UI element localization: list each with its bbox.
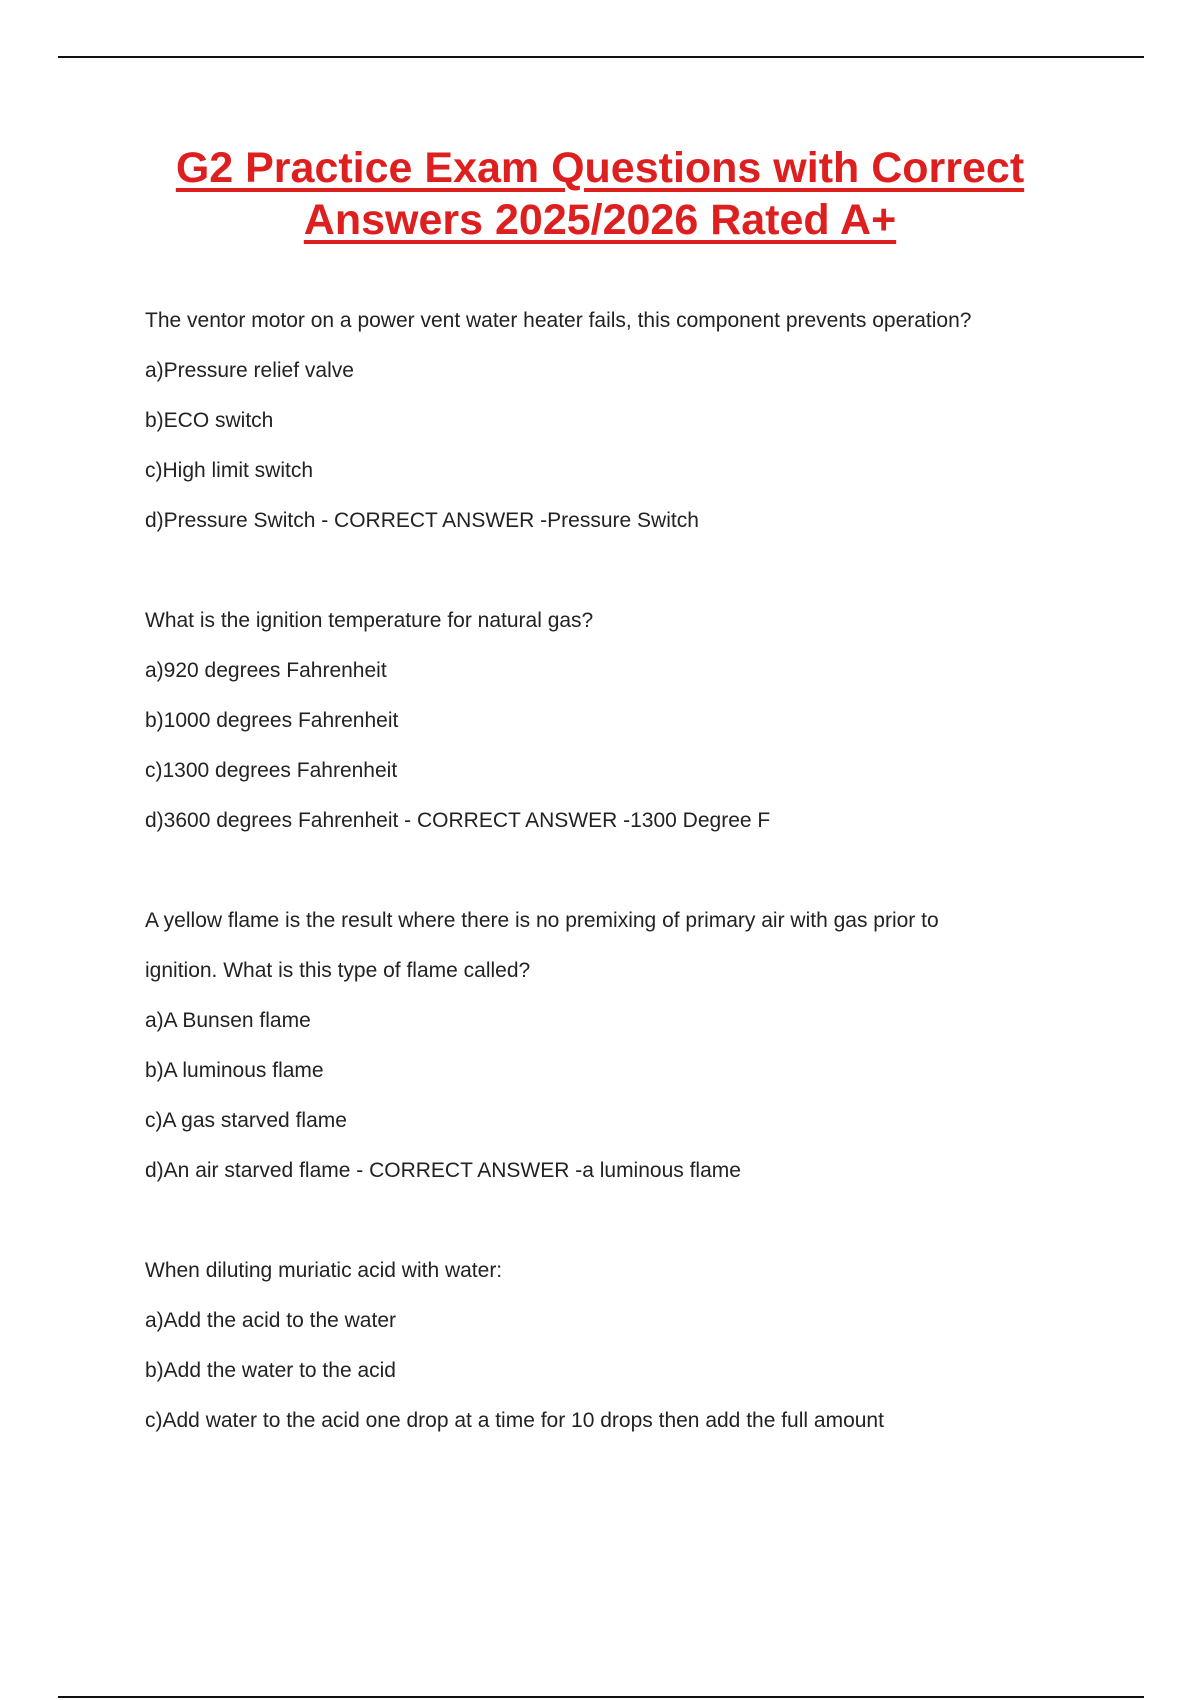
question-block-2 [145, 596, 1065, 846]
answer-option-with-correct-answer: d)Pressure Switch - CORRECT ANSWER -Pressure Switch [145, 509, 699, 532]
question-text-continued: ignition. What is this type of flame called? [145, 959, 531, 982]
answer-option: c)High limit switch [145, 459, 314, 482]
answer-option: b)ECO switch [145, 409, 274, 432]
question-text: What is the ignition temperature for natural gas? [145, 609, 594, 632]
top-rule [58, 56, 1144, 58]
answer-option: b)1000 degrees Fahrenheit [145, 709, 399, 732]
answer-option: c)Add water to the acid one drop at a time for 10 drops then add the full amount [145, 1409, 884, 1432]
answer-option: a)920 degrees Fahrenheit [145, 659, 387, 682]
answer-option: c)1300 degrees Fahrenheit [145, 759, 398, 782]
bottom-rule [58, 1696, 1144, 1698]
question-block-4 [145, 1246, 1065, 1446]
question-text: When diluting muriatic acid with water: [145, 1259, 503, 1282]
question-list [145, 296, 1065, 1496]
answer-option: c)A gas starved flame [145, 1109, 347, 1132]
question-text: A yellow flame is the result where there is no premixing of primary air with gas prior to [145, 909, 939, 932]
answer-option-with-correct-answer: d)3600 degrees Fahrenheit - CORRECT ANSWER -1300 Degree F [145, 809, 771, 832]
answer-option: a)A Bunsen flame [145, 1009, 311, 1032]
answer-option-with-correct-answer: d)An air starved flame - CORRECT ANSWER -a luminous flame [145, 1159, 741, 1182]
answer-option: b)Add the water to the acid [145, 1359, 396, 1382]
answer-option: a)Pressure relief valve [145, 359, 354, 382]
answer-option: a)Add the acid to the water [145, 1309, 396, 1332]
answer-option: b)A luminous flame [145, 1059, 324, 1082]
question-block-3 [145, 896, 1065, 1196]
question-block-1 [145, 296, 1065, 546]
question-text: The ventor motor on a power vent water heater fails, this component prevents operation? [145, 309, 972, 332]
document-title: G2 Practice Exam Questions with Correct Answers 2025/2026 Rated A+ [175, 144, 1025, 244]
